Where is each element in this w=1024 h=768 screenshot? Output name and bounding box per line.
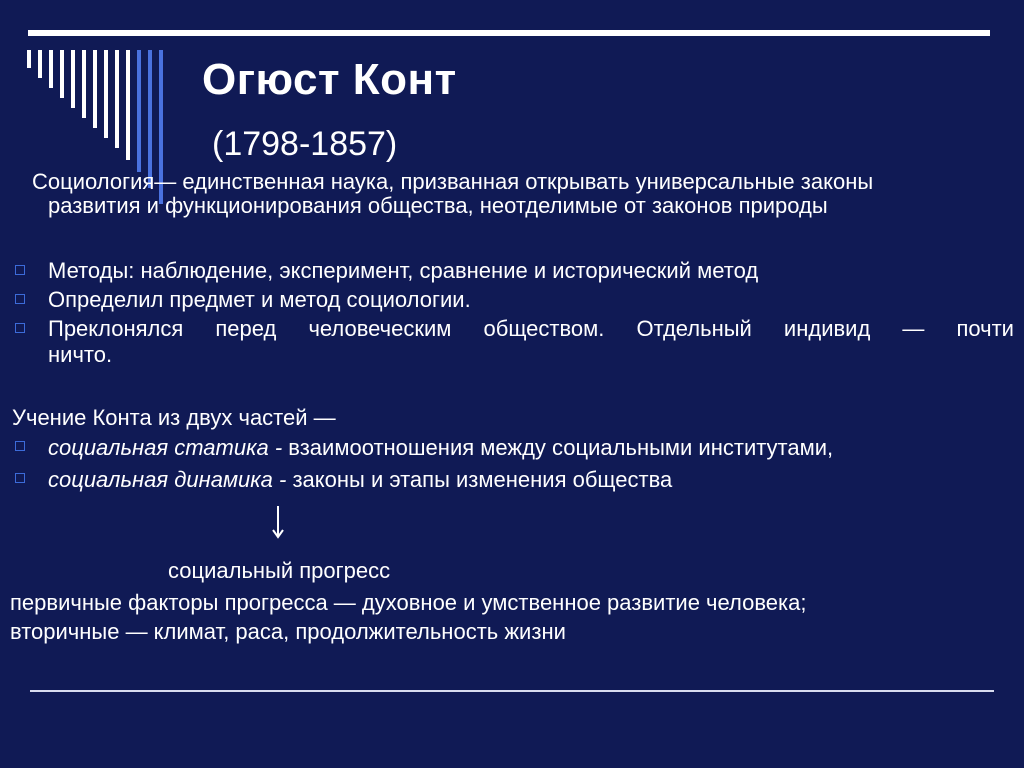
sociology-definition xyxy=(32,170,1017,218)
teaching-part-dynamics xyxy=(12,464,1014,496)
bullet-text-continuation: ничто. xyxy=(48,342,113,367)
part-term: социальная динамика - xyxy=(48,467,287,492)
bullet-item-methods xyxy=(12,256,1014,285)
part-term: социальная статика - xyxy=(48,435,283,460)
teaching-parts xyxy=(12,432,1014,496)
bullet-justified-line xyxy=(48,314,1014,343)
life-years: (1798-1857) xyxy=(212,125,398,163)
word: человеческим xyxy=(308,316,452,341)
bullet-text: Методы: наблюдение, эксперимент, сравнение и исторический метод xyxy=(48,258,759,283)
hollow-square-icon xyxy=(15,473,25,483)
progress-factors xyxy=(10,588,806,646)
hollow-square-icon xyxy=(15,441,25,451)
word: Преклонялся xyxy=(48,316,184,341)
hollow-square-icon xyxy=(15,265,25,275)
definition-line-1: Социология— единственная наука, призванная открывать универсальные законы xyxy=(32,169,874,194)
word: перед xyxy=(215,316,277,341)
definition-line-2: развития и функционирования общества, неотделимые от законов природы xyxy=(48,193,828,218)
word: индивид xyxy=(783,316,871,341)
down-arrow-icon xyxy=(270,506,286,545)
bottom-divider xyxy=(30,690,994,692)
bullet-item-society xyxy=(12,314,1014,367)
teaching-intro: Учение Конта из двух частей — xyxy=(12,405,336,430)
hollow-square-icon xyxy=(15,294,25,304)
part-description: законы и этапы изменения общества xyxy=(286,467,673,492)
word: Отдельный xyxy=(636,316,752,341)
bullet-text: Определил предмет и метод социологии. xyxy=(48,287,471,312)
social-progress-label: социальный прогресс xyxy=(168,558,391,583)
word: почти xyxy=(956,316,1014,341)
bullet-list xyxy=(12,256,1014,367)
bullet-item-subject xyxy=(12,285,1014,314)
secondary-factors: вторичные — климат, раса, продолжительность жизни xyxy=(10,619,566,644)
hollow-square-icon xyxy=(15,323,25,333)
teaching-part-statics xyxy=(12,432,1014,464)
word: — xyxy=(902,316,925,341)
part-description: взаимоотношения между социальными институтами, xyxy=(282,435,834,460)
slide-title: Огюст Конт xyxy=(202,55,457,104)
primary-factors: первичные факторы прогресса — духовное и умственное развитие человека; xyxy=(10,590,807,615)
word: обществом. xyxy=(483,316,605,341)
